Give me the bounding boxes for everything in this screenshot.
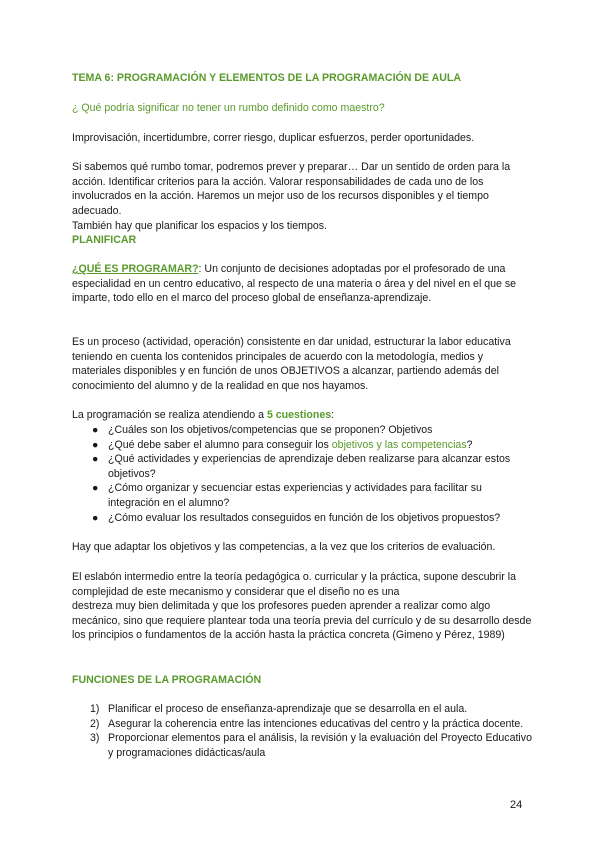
page-number: 24 — [510, 799, 523, 811]
list-item: 2) Asegurar la coherencia entre las intenciones educativas del centro y la práctica docente. — [90, 717, 524, 730]
bullet-icon: ● — [92, 511, 99, 524]
paragraph-adaptar: Hay que adaptar los objetivos y las competencias, a la vez que los criterios de evaluación. — [72, 541, 496, 553]
cuestiones-colon: : — [331, 409, 335, 421]
paragraph-improvisacion: Improvisación, incertidumbre, correr riesgo, duplicar esfuerzos, perder oportunidades. — [72, 132, 475, 144]
cuestiones-intro-text: La programación se realiza atendiendo a — [72, 409, 267, 421]
cuestiones-list — [72, 423, 532, 525]
cuestiones-intro — [72, 408, 532, 423]
funciones-list — [72, 702, 532, 760]
paragraph-rumbo: Si sabemos qué rumbo tomar, podremos prever y preparar… Dar un sentido de orden para la acción. Identificar criterios para la acción. Valorar responsabilidades de cada uno de los involucrados en la acción. Haremos un mejor uso de los recursos disponibles y el tiempo adecuado. — [72, 161, 511, 217]
bullet-icon: ● — [92, 482, 99, 495]
list-item: ● ¿Cómo evaluar los resultados conseguidos en función de los objetivos propuestos? — [92, 511, 501, 524]
paragraph-que-es-programar — [72, 262, 532, 306]
programar-text: : Un conjunto de decisiones adoptadas por el profesorado de una especialidad en un centro educativo, al respecto de una materia o área y del nivel en el que se imparte, todo ello en el marco del proceso global de enseñanza-aprendizaje. — [72, 263, 517, 305]
paragraph-proceso: Es un proceso (actividad, operación) consistente en dar unidad, estructurar la labor educativa teniendo en cuenta los contenidos principales de acuerdo con la metodología, medios y materiales disponibles y en función de unos OBJETIVOS a alcanzar, partiendo además del conocimiento del alumno y de la realidad en que nos hayamos. — [72, 336, 511, 392]
paragraph-eslabon-b: destreza muy bien delimitada y que los profesores pueden aprender a realizar como algo mecánico, sino que requiere plantear toda una teoría previa del currículo y de su desarrollo desde los principios o fundamentos de la acción hasta la práctica concreta (Gimeno y Pérez, 1989) — [72, 600, 532, 642]
list-item: 3) Proporcionar elementos para el análisis, la revisión y la evaluación del Proyecto Educativo y programaciones didácticas/aula — [90, 732, 532, 759]
paragraph-espacios: También hay que planificar los espacios y los tiempos. — [72, 220, 327, 232]
list-item: ● ¿Cómo organizar y secuenciar estas experiencias y actividades para facilitar su integración en el alumno? — [92, 482, 482, 509]
page-title: TEMA 6: PROGRAMACIÓN Y ELEMENTOS DE LA PROGRAMACIÓN DE AULA — [72, 72, 462, 84]
list-item: ● ¿Cuáles son los objetivos/competencias que se proponen? Objetivos — [92, 424, 433, 436]
list-item: ● ¿Qué actividades y experiencias de aprendizaje deben realizarse para alcanzar estos objetivos? — [92, 453, 511, 480]
heading-planificar: PLANIFICAR — [72, 234, 137, 246]
cuestiones-highlight: 5 cuestiones — [266, 409, 332, 421]
bullet-icon: ● — [92, 453, 99, 466]
paragraph-eslabon-a: El eslabón intermedio entre la teoría pedagógica o. curricular y la práctica, supone descubrir la complejidad de este mecanismo y considerar que el diseño no es una — [72, 571, 517, 598]
heading-funciones: FUNCIONES DE LA PROGRAMACIÓN — [72, 674, 262, 686]
programar-label: ¿QUÉ ES PROGRAMAR? — [72, 263, 199, 275]
bullet-icon: ● — [92, 438, 99, 451]
list-item: ● ¿Qué debe saber el alumno para conseguir los objetivos y las competencias? — [92, 438, 473, 451]
intro-question: ¿ Qué podría significar no tener un rumbo definido como maestro? — [72, 102, 385, 114]
list-item: 1) Planificar el proceso de enseñanza-aprendizaje que se desarrolla en el aula. — [90, 703, 468, 715]
bullet-icon: ● — [92, 424, 99, 436]
